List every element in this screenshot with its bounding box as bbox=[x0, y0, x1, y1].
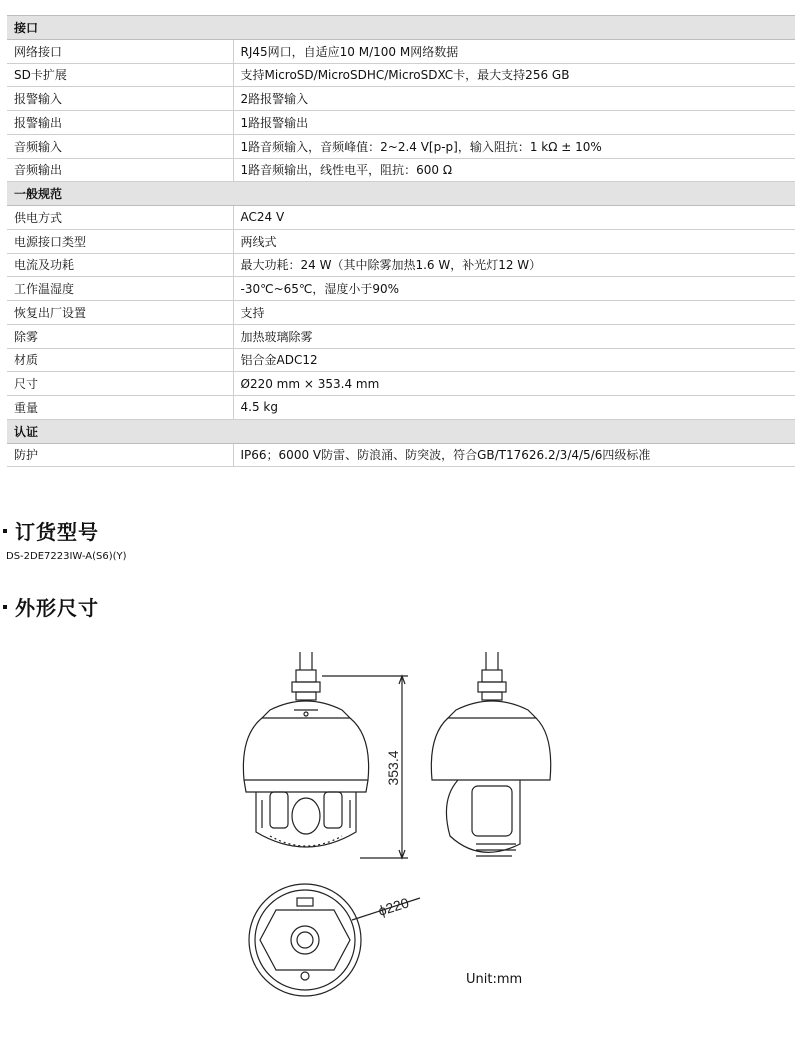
spec-value: 1路音频输出，线性电平，阻抗：600 Ω bbox=[233, 158, 795, 182]
spec-value: 加热玻璃除雾 bbox=[233, 324, 795, 348]
height-label: 353.4 bbox=[385, 750, 401, 786]
section-title: 一般规范 bbox=[7, 182, 795, 206]
spec-value: 1路报警输出 bbox=[233, 111, 795, 135]
spec-value: 4.5 kg bbox=[233, 396, 795, 420]
bullet-icon bbox=[3, 605, 7, 609]
spec-value: AC24 V bbox=[233, 206, 795, 230]
spec-value: 1路音频输入，音频峰值：2~2.4 V[p-p]，输入阻抗：1 kΩ ± 10% bbox=[233, 134, 795, 158]
spec-value: Ø220 mm × 353.4 mm bbox=[233, 372, 795, 396]
spec-value: 支持 bbox=[233, 301, 795, 325]
spec-key: 材质 bbox=[7, 348, 233, 372]
spec-value: RJ45网口，自适应10 M/100 M网络数据 bbox=[233, 39, 795, 63]
spec-row bbox=[7, 134, 795, 158]
spec-key: 报警输出 bbox=[7, 111, 233, 135]
spec-key: 网络接口 bbox=[7, 39, 233, 63]
spec-key: 重量 bbox=[7, 396, 233, 420]
spec-value: 2路报警输入 bbox=[233, 87, 795, 111]
spec-key: 报警输入 bbox=[7, 87, 233, 111]
spec-value: -30℃~65℃，湿度小于90% bbox=[233, 277, 795, 301]
spec-value: 两线式 bbox=[233, 229, 795, 253]
order-heading bbox=[3, 516, 99, 545]
dimension-drawing bbox=[0, 640, 800, 1020]
section-title: 认证 bbox=[7, 419, 795, 443]
spec-key: 电流及功耗 bbox=[7, 253, 233, 277]
spec-row bbox=[7, 443, 795, 467]
spec-row bbox=[7, 324, 795, 348]
spec-key: 供电方式 bbox=[7, 206, 233, 230]
spec-key: 恢复出厂设置 bbox=[7, 301, 233, 325]
diameter-label: ϕ220 bbox=[376, 894, 411, 919]
spec-value: IP66；6000 V防雷、防浪涌、防突波，符合GB/T17626.2/3/4/5/6四级标准 bbox=[233, 443, 795, 467]
spec-key: 工作温湿度 bbox=[7, 277, 233, 301]
section-title: 接口 bbox=[7, 16, 795, 40]
section-header bbox=[7, 419, 795, 443]
spec-row bbox=[7, 39, 795, 63]
spec-value: 铝合金ADC12 bbox=[233, 348, 795, 372]
spec-row bbox=[7, 206, 795, 230]
spec-row bbox=[7, 301, 795, 325]
dims-heading bbox=[3, 592, 99, 621]
spec-value: 最大功耗：24 W（其中除雾加热1.6 W，补光灯12 W） bbox=[233, 253, 795, 277]
spec-key: 音频输出 bbox=[7, 158, 233, 182]
spec-row bbox=[7, 277, 795, 301]
spec-row bbox=[7, 348, 795, 372]
spec-table bbox=[7, 15, 795, 467]
section-header bbox=[7, 16, 795, 40]
spec-row bbox=[7, 63, 795, 87]
spec-row bbox=[7, 253, 795, 277]
spec-value: 支持MicroSD/MicroSDHC/MicroSDXC卡，最大支持256 GB bbox=[233, 63, 795, 87]
camera-side-view bbox=[431, 652, 550, 856]
section-header bbox=[7, 182, 795, 206]
spec-row bbox=[7, 111, 795, 135]
camera-front-view bbox=[243, 652, 368, 847]
spec-key: 除雾 bbox=[7, 324, 233, 348]
spec-key: 电源接口类型 bbox=[7, 229, 233, 253]
dims-heading-text: 外形尺寸 bbox=[15, 596, 99, 620]
camera-top-view bbox=[249, 884, 361, 996]
unit-label: Unit:mm bbox=[466, 972, 523, 987]
spec-key: 防护 bbox=[7, 443, 233, 467]
spec-key: 音频输入 bbox=[7, 134, 233, 158]
spec-row bbox=[7, 87, 795, 111]
spec-key: 尺寸 bbox=[7, 372, 233, 396]
spec-row bbox=[7, 229, 795, 253]
spec-key: SD卡扩展 bbox=[7, 63, 233, 87]
model-number: DS-2DE7223IW-A(S6)(Y) bbox=[6, 551, 127, 562]
spec-row bbox=[7, 372, 795, 396]
spec-row bbox=[7, 158, 795, 182]
spec-row bbox=[7, 396, 795, 420]
bullet-icon bbox=[3, 529, 7, 533]
order-heading-text: 订货型号 bbox=[15, 520, 99, 544]
